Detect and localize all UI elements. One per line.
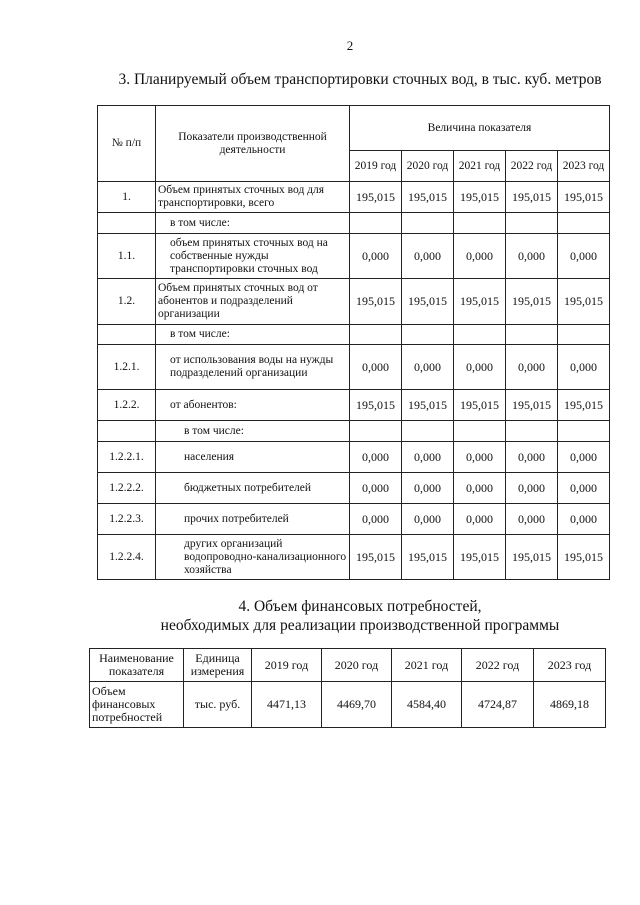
row-value: 195,015 bbox=[558, 279, 610, 325]
row-num bbox=[98, 325, 156, 345]
row-name: бюджетных потребителей bbox=[156, 473, 350, 504]
row-value: 0,000 bbox=[402, 345, 454, 390]
row-value: 0,000 bbox=[454, 234, 506, 279]
row-value bbox=[454, 213, 506, 234]
row-value: 195,015 bbox=[506, 182, 558, 213]
table-row bbox=[98, 182, 610, 213]
row-value: 195,015 bbox=[350, 279, 402, 325]
row-num: 1.2.2.3. bbox=[98, 504, 156, 535]
row-value: 195,015 bbox=[454, 182, 506, 213]
row-num: 1.2. bbox=[98, 279, 156, 325]
header-value-group: Величина показателя bbox=[350, 106, 610, 151]
row-name: от использования воды на нужды подразделений организации bbox=[156, 345, 350, 390]
row-value: 0,000 bbox=[506, 234, 558, 279]
row-value: 0,000 bbox=[558, 442, 610, 473]
section-3-title: 3. Планируемый объем транспортировки сточных вод, в тыс. куб. метров bbox=[118, 71, 602, 88]
row-name: в том числе: bbox=[156, 325, 350, 345]
row-value: 0,000 bbox=[558, 345, 610, 390]
row-value: 0,000 bbox=[558, 473, 610, 504]
section-4-title-line1: 4. Объем финансовых потребностей, bbox=[238, 598, 482, 615]
row-value: 0,000 bbox=[350, 442, 402, 473]
row-num bbox=[98, 213, 156, 234]
row-value: 0,000 bbox=[454, 442, 506, 473]
header-year: 2021 год bbox=[454, 151, 506, 182]
row-value: 195,015 bbox=[454, 279, 506, 325]
row-value: 4869,18 bbox=[534, 682, 606, 728]
row-value bbox=[402, 325, 454, 345]
row-unit: тыс. руб. bbox=[184, 682, 252, 728]
row-value: 4584,40 bbox=[392, 682, 462, 728]
row-value: 195,015 bbox=[558, 182, 610, 213]
table-row bbox=[98, 390, 610, 421]
row-name: объем принятых сточных вод на собственные нужды транспортировки сточных вод bbox=[156, 234, 350, 279]
row-value: 0,000 bbox=[454, 473, 506, 504]
row-name: в том числе: bbox=[156, 213, 350, 234]
row-num bbox=[98, 421, 156, 442]
row-value: 195,015 bbox=[558, 390, 610, 421]
section-4-title bbox=[0, 597, 640, 635]
row-value bbox=[454, 421, 506, 442]
table-row bbox=[98, 234, 610, 279]
row-value bbox=[402, 421, 454, 442]
row-value: 0,000 bbox=[506, 504, 558, 535]
table-row bbox=[98, 504, 610, 535]
row-value: 0,000 bbox=[506, 345, 558, 390]
row-value bbox=[506, 325, 558, 345]
row-num: 1. bbox=[98, 182, 156, 213]
row-value: 195,015 bbox=[454, 390, 506, 421]
table-row bbox=[98, 279, 610, 325]
row-value: 0,000 bbox=[402, 442, 454, 473]
header-year: 2019 год bbox=[350, 151, 402, 182]
row-name: Объем принятых сточных вод для транспортировки, всего bbox=[156, 182, 350, 213]
row-value: 0,000 bbox=[402, 504, 454, 535]
row-value: 4471,13 bbox=[252, 682, 322, 728]
row-value bbox=[558, 325, 610, 345]
row-value: 0,000 bbox=[402, 473, 454, 504]
table-row bbox=[98, 473, 610, 504]
header-year: 2022 год bbox=[506, 151, 558, 182]
table-row bbox=[98, 442, 610, 473]
row-name: других организаций водопроводно-канализационного хозяйства bbox=[156, 535, 350, 580]
header-name: Наименование показателя bbox=[90, 649, 184, 682]
row-value bbox=[506, 421, 558, 442]
page-number: 2 bbox=[346, 38, 354, 53]
row-value bbox=[506, 213, 558, 234]
row-value: 4469,70 bbox=[322, 682, 392, 728]
header-year: 2023 год bbox=[558, 151, 610, 182]
row-value: 0,000 bbox=[506, 473, 558, 504]
row-value: 195,015 bbox=[558, 535, 610, 580]
header-unit: Единица измерения bbox=[184, 649, 252, 682]
row-value bbox=[558, 213, 610, 234]
row-value: 0,000 bbox=[558, 504, 610, 535]
header-year: 2019 год bbox=[252, 649, 322, 682]
row-value: 195,015 bbox=[350, 390, 402, 421]
table-row bbox=[98, 345, 610, 390]
row-value: 195,015 bbox=[402, 279, 454, 325]
table-row bbox=[90, 682, 606, 728]
row-value: 0,000 bbox=[350, 473, 402, 504]
row-value bbox=[558, 421, 610, 442]
row-value bbox=[350, 421, 402, 442]
row-value: 0,000 bbox=[350, 234, 402, 279]
row-num: 1.2.1. bbox=[98, 345, 156, 390]
row-name: Объем принятых сточных вод от абонентов и подразделений организации bbox=[156, 279, 350, 325]
row-value: 195,015 bbox=[350, 535, 402, 580]
financial-needs-table bbox=[89, 648, 606, 728]
row-value: 195,015 bbox=[506, 390, 558, 421]
header-indicator: Показатели производственной деятельности bbox=[156, 106, 350, 182]
table-row bbox=[98, 535, 610, 580]
header-num: № п/п bbox=[98, 106, 156, 182]
row-num: 1.2.2.2. bbox=[98, 473, 156, 504]
table-row bbox=[98, 213, 610, 234]
row-value: 195,015 bbox=[506, 535, 558, 580]
header-year: 2020 год bbox=[322, 649, 392, 682]
row-value bbox=[402, 213, 454, 234]
transport-volume-table bbox=[97, 105, 610, 580]
row-name: Объем финансовых потребностей bbox=[90, 682, 184, 728]
row-value: 0,000 bbox=[350, 504, 402, 535]
row-value: 195,015 bbox=[454, 535, 506, 580]
table-row bbox=[98, 325, 610, 345]
section-4-title-line2: необходимых для реализации производственной программы bbox=[160, 617, 560, 634]
row-value: 0,000 bbox=[506, 442, 558, 473]
row-value bbox=[350, 325, 402, 345]
row-value: 0,000 bbox=[350, 345, 402, 390]
row-value: 0,000 bbox=[558, 234, 610, 279]
row-name: прочих потребителей bbox=[156, 504, 350, 535]
row-name: от абонентов: bbox=[156, 390, 350, 421]
row-value: 0,000 bbox=[454, 504, 506, 535]
row-value: 0,000 bbox=[402, 234, 454, 279]
row-value: 195,015 bbox=[350, 182, 402, 213]
row-name: населения bbox=[156, 442, 350, 473]
row-num: 1.1. bbox=[98, 234, 156, 279]
row-value: 195,015 bbox=[506, 279, 558, 325]
table-row bbox=[98, 421, 610, 442]
row-name: в том числе: bbox=[156, 421, 350, 442]
row-value: 195,015 bbox=[402, 535, 454, 580]
header-year: 2021 год bbox=[392, 649, 462, 682]
row-num: 1.2.2.4. bbox=[98, 535, 156, 580]
row-value bbox=[350, 213, 402, 234]
row-value: 4724,87 bbox=[462, 682, 534, 728]
row-value: 195,015 bbox=[402, 390, 454, 421]
header-year: 2020 год bbox=[402, 151, 454, 182]
row-value bbox=[454, 325, 506, 345]
row-value: 0,000 bbox=[454, 345, 506, 390]
row-value: 195,015 bbox=[402, 182, 454, 213]
header-year: 2022 год bbox=[462, 649, 534, 682]
header-year: 2023 год bbox=[534, 649, 606, 682]
row-num: 1.2.2. bbox=[98, 390, 156, 421]
row-num: 1.2.2.1. bbox=[98, 442, 156, 473]
